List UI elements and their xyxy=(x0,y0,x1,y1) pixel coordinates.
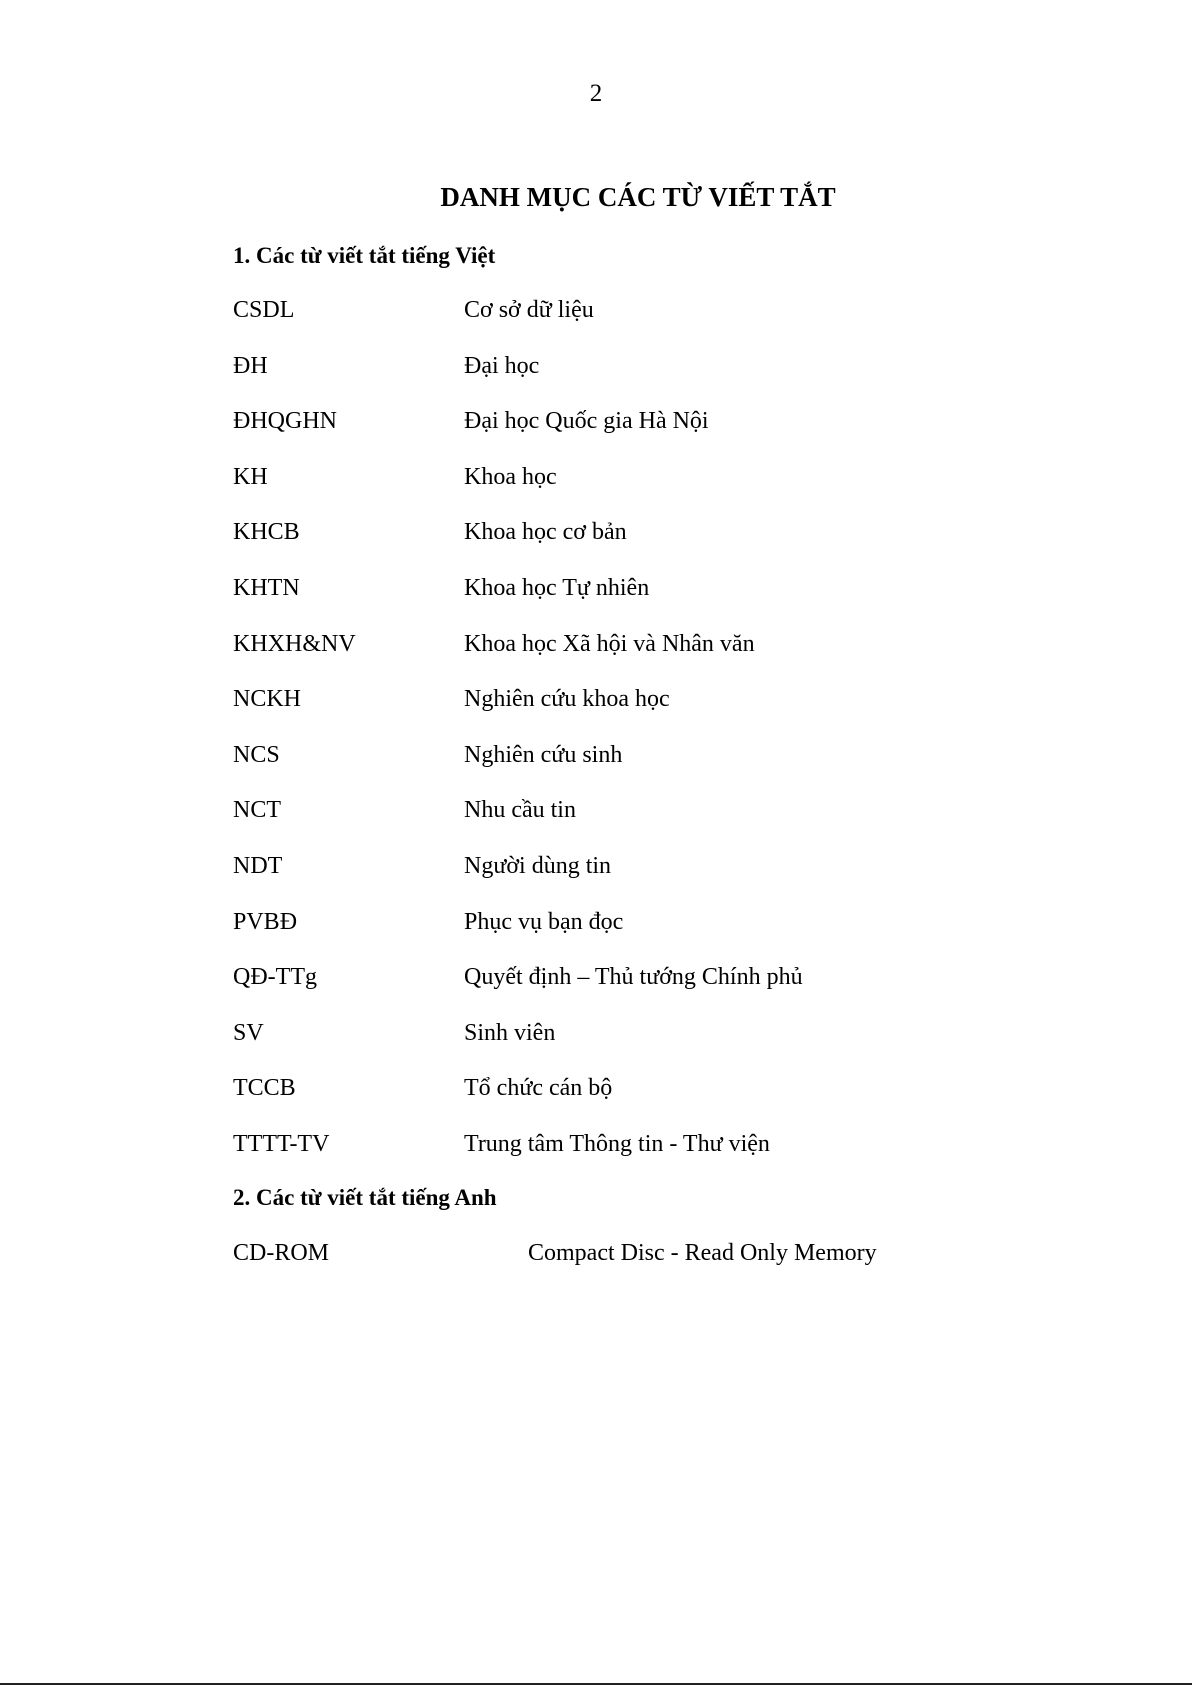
abbreviation-term: KHTN xyxy=(233,574,300,601)
abbreviation-term: TTTT-TV xyxy=(233,1130,330,1157)
abbreviation-term: CSDL xyxy=(233,297,295,323)
abbreviation-meaning: Trung tâm Thông tin - Thư viện xyxy=(464,1130,770,1157)
abbreviation-term: KH xyxy=(233,463,268,490)
abbreviation-meaning: Đại học xyxy=(464,352,540,379)
abbreviation-meaning: Khoa học cơ bản xyxy=(464,519,627,546)
abbreviation-meaning: Quyết định – Thủ tướng Chính phủ xyxy=(464,964,803,991)
abbreviation-term: SV xyxy=(233,1019,264,1046)
abbreviation-meaning: Khoa học xyxy=(464,463,557,490)
abbreviation-meaning: Khoa học Tự nhiên xyxy=(464,574,650,601)
abbreviation-term: ĐH xyxy=(233,352,268,379)
abbreviation-term: NDT xyxy=(233,852,283,879)
abbreviation-term: QĐ-TTg xyxy=(233,964,317,991)
abbreviation-term: NCS xyxy=(233,741,280,768)
abbreviation-meaning: Tổ chức cán bộ xyxy=(464,1075,613,1102)
abbreviation-term: PVBĐ xyxy=(233,908,298,935)
abbreviation-meaning: Nghiên cứu khoa học xyxy=(464,686,670,713)
abbreviation-meaning: Người dùng tin xyxy=(464,852,612,879)
abbreviation-term: NCKH xyxy=(233,686,302,713)
abbreviation-meaning: Sinh viên xyxy=(464,1019,556,1046)
abbreviation-term: KHCB xyxy=(233,519,300,546)
section-heading-vietnamese: 1. Các từ viết tắt tiếng Việt xyxy=(233,243,496,268)
abbreviation-meaning: Nghiên cứu sinh xyxy=(464,741,623,768)
abbreviation-term: TCCB xyxy=(233,1075,296,1102)
abbreviation-term: KHXH&NV xyxy=(233,630,356,657)
abbreviation-term: ĐHQGHN xyxy=(233,408,337,435)
abbreviation-meaning: Cơ sở dữ liệu xyxy=(464,297,594,323)
abbreviation-row xyxy=(233,1236,1033,1272)
abbreviation-term: NCT xyxy=(233,797,281,824)
section-heading-english: 2. Các từ viết tắt tiếng Anh xyxy=(233,1185,497,1210)
abbreviation-meaning: Nhu cầu tin xyxy=(464,797,576,824)
page-title: DANH MỤC CÁC TỪ VIẾT TẮT xyxy=(440,182,836,212)
abbreviation-meaning: Compact Disc - Read Only Memory xyxy=(528,1240,877,1266)
abbreviation-meaning: Khoa học Xã hội và Nhân văn xyxy=(464,630,755,657)
abbreviation-term: CD-ROM xyxy=(233,1240,330,1266)
page-number: 2 xyxy=(589,80,603,107)
abbreviation-meaning: Phục vụ bạn đọc xyxy=(464,908,624,935)
abbreviation-meaning: Đại học Quốc gia Hà Nội xyxy=(464,408,709,435)
